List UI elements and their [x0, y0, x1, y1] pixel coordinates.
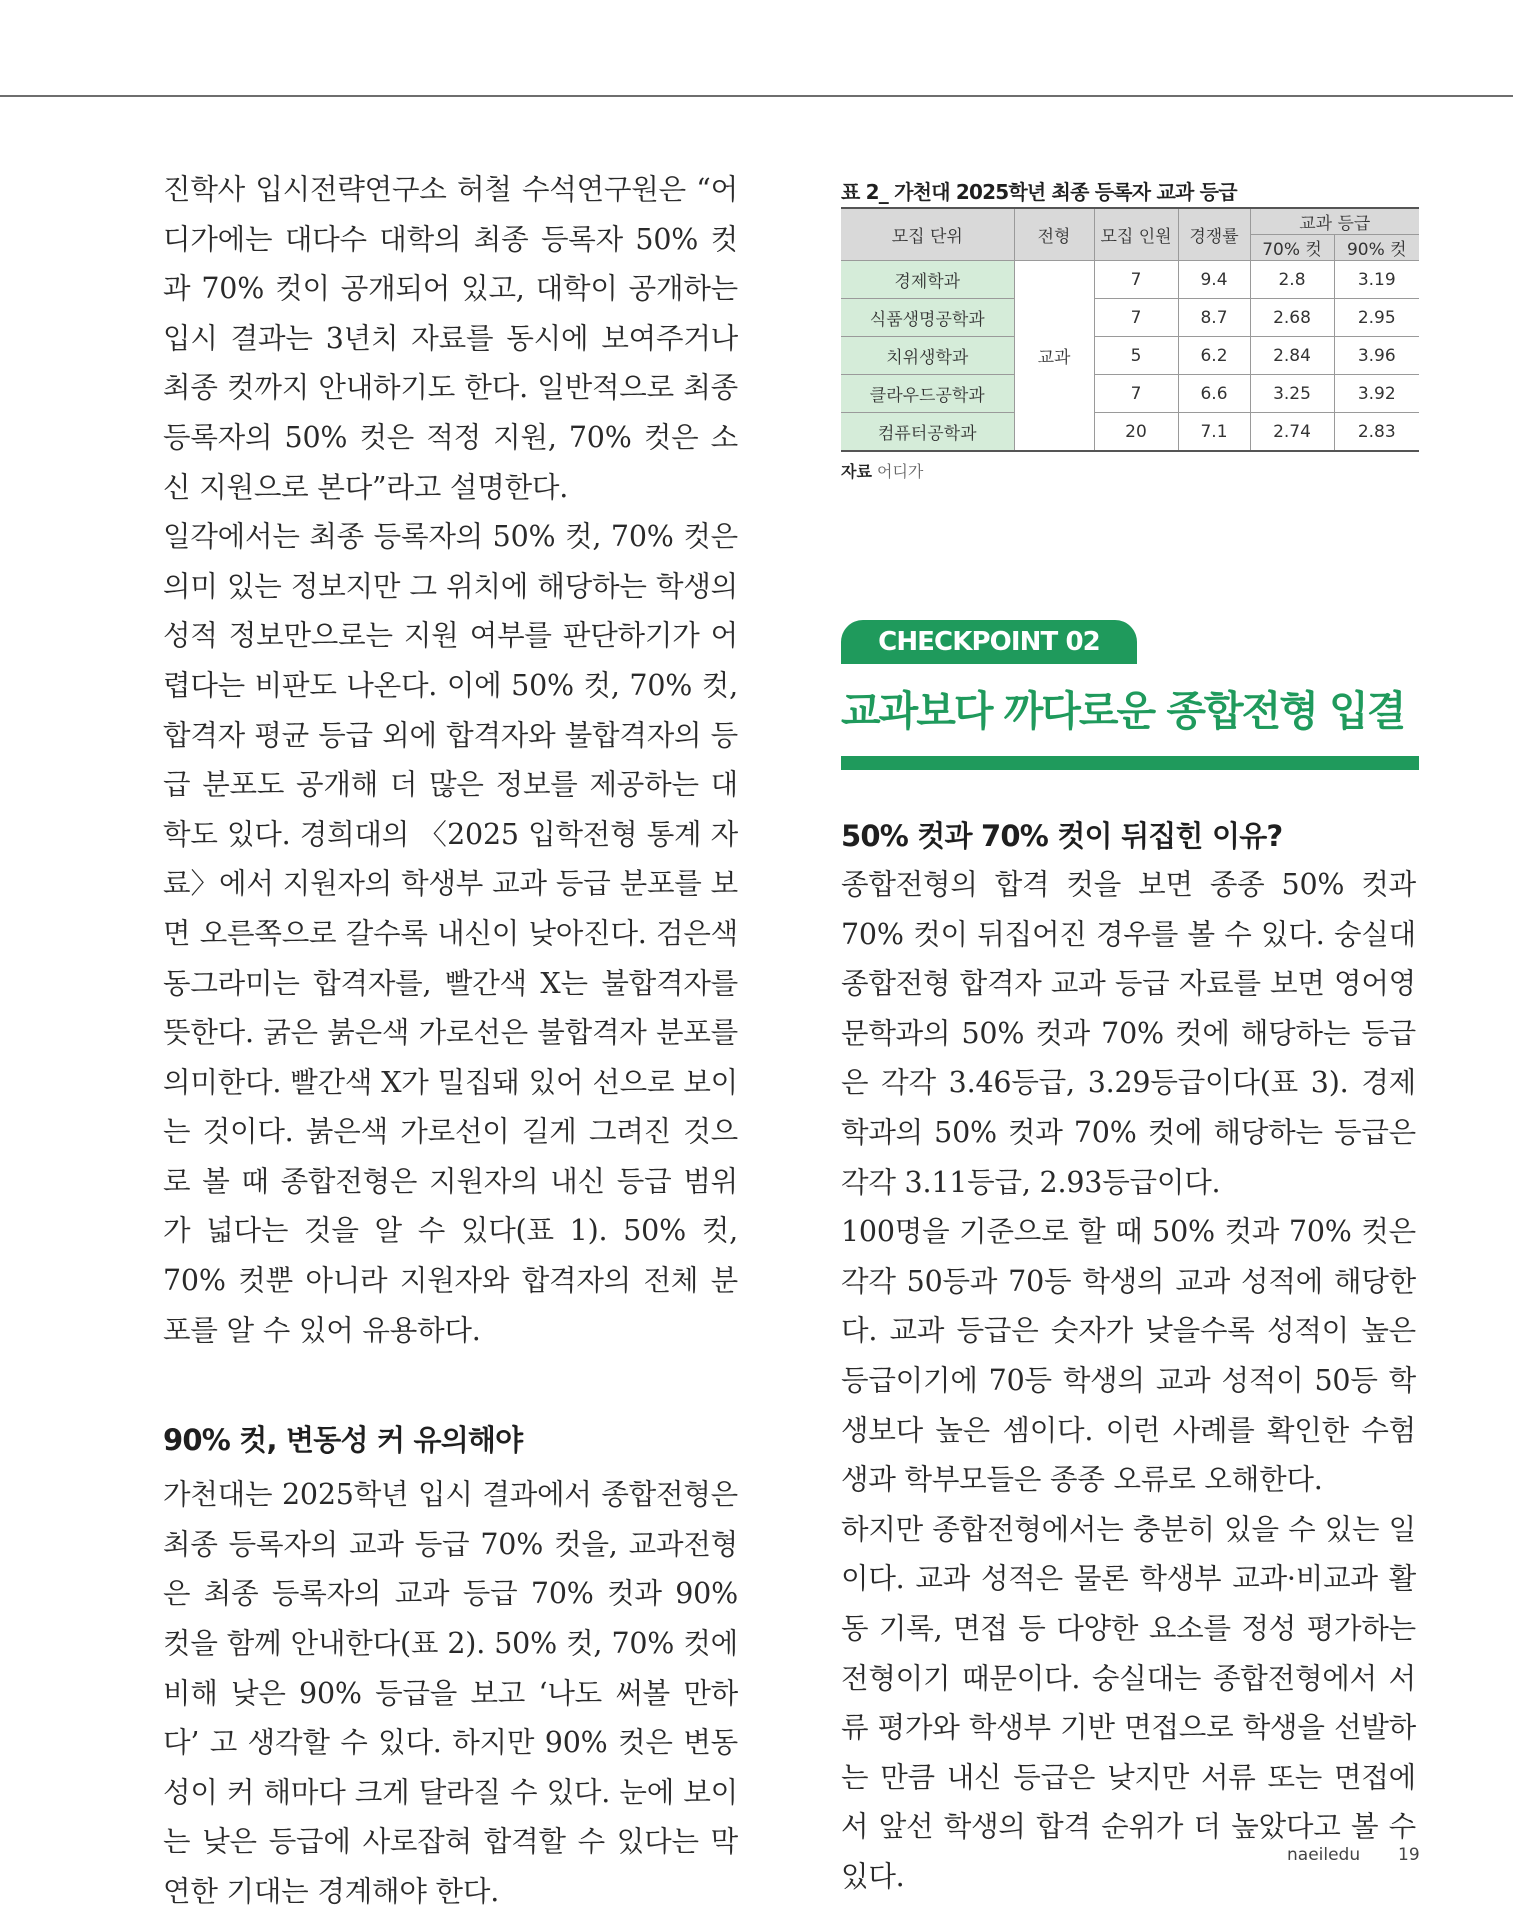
cell-rate: 9.4: [1178, 261, 1250, 299]
header-unit: 모집 단위: [841, 208, 1014, 261]
cell-unit: 컴퓨터공학과: [841, 413, 1014, 452]
table-row: [841, 337, 1419, 375]
cell-unit: 식품생명공학과: [841, 299, 1014, 337]
cell-cut90: 2.83: [1334, 413, 1419, 452]
cell-unit: 치위생학과: [841, 337, 1014, 375]
table-row: [841, 261, 1419, 299]
source-label: 자료: [841, 462, 872, 481]
page-number: 19: [1398, 1845, 1420, 1865]
left-subheading: 90% 컷, 변동성 커 유의해야: [163, 1423, 523, 1458]
footer-brand: naeiledu: [1287, 1845, 1361, 1865]
header-grade: 교과 등급: [1250, 208, 1419, 235]
right-paragraph-2: 100명을 기준으로 할 때 50% 컷과 70% 컷은 각각 50등과 70등 학생의 교과 성적에 해당한다. 교과 등급은 숫자가 낮을수록 성적이 높은 등급이기에 70등 학생의 교과 성적이 50등 학생보다 높은 셈이다. 이런 사례를 확인한 수험생과 학부모들은 종종 오류로 오해한다.: [841, 1215, 1416, 1497]
left-column: [163, 165, 738, 1917]
table-row: [841, 375, 1419, 413]
cell-unit: 클라우드공학과: [841, 375, 1014, 413]
cell-cut70: 2.84: [1250, 337, 1334, 375]
cell-cut70: 2.8: [1250, 261, 1334, 299]
cell-quota: 20: [1094, 413, 1178, 452]
header-cut90: 90% 컷: [1334, 235, 1419, 261]
table-row: [841, 299, 1419, 337]
cell-cut70: 2.74: [1250, 413, 1334, 452]
grades-table: [841, 207, 1419, 452]
cell-quota: 7: [1094, 261, 1178, 299]
cell-rate: 7.1: [1178, 413, 1250, 452]
header-rate: 경쟁률: [1178, 208, 1250, 261]
right-paragraph-3: 하지만 종합전형에서는 충분히 있을 수 있는 일이다. 교과 성적은 물론 학생부 교과·비교과 활동 기록, 면접 등 다양한 요소를 정성 평가하는 전형이기 때문이다. 숭실대는 종합전형에서 서류 평가와 학생부 기반 면접으로 학생을 선발하는 만큼 내신 등급은 낮지만 서류 또는 면접에서 앞선 학생의 합격 순위가 더 높았다고 볼 수 있다.: [841, 1512, 1416, 1893]
cell-cut90: 3.96: [1334, 337, 1419, 375]
cell-cut90: 2.95: [1334, 299, 1419, 337]
cell-quota: 7: [1094, 375, 1178, 413]
cell-quota: 7: [1094, 299, 1178, 337]
left-paragraph-1: 진학사 입시전략연구소 허철 수석연구원은 “어디가에는 대다수 대학의 최종 등록자 50% 컷과 70% 컷이 공개되어 있고, 대학이 공개하는 입시 결과는 3년치 자료를 동시에 보여주거나 최종 컷까지 안내하기도 한다. 일반적으로 최종 등록자의 50% 컷은 적정 지원, 70% 컷은 소신 지원으로 본다”라고 설명한다.: [163, 173, 738, 504]
table-row: [841, 413, 1419, 452]
section-title: 교과보다 까다로운 종합전형 입결: [841, 687, 1405, 735]
left-paragraph-2: 일각에서는 최종 등록자의 50% 컷, 70% 컷은 의미 있는 정보지만 그 위치에 해당하는 학생의 성적 정보만으로는 지원 여부를 판단하기가 어렵다는 비판도 나온다. 이에 50% 컷, 70% 컷, 합격자 평균 등급 외에 합격자와 불합격자의 등급 분포도 공개해 더 많은 정보를 제공하는 대학도 있다. 경희대의 〈2025 입학전형 통계 자료〉에서 지원자의 학생부 교과 등급 분포를 보면 오른쪽으로 갈수록 내신이 낮아진다. 검은색 동그라미는 합격자를, 빨간색 X는 불합격자를 뜻한다. 굵은 붉은색 가로선은 불합격자 분포를 의미한다. 빨간색 X가 밀집돼 있어 선으로 보이는 것이다. 붉은색 가로선이 길게 그려진 것으로 볼 때 종합전형은 지원자의 내신 등급 범위가 넓다는 것을 알 수 있다(표 1). 50% 컷, 70% 컷뿐 아니라 지원자와 합격자의 전체 분포를 알 수 있어 유용하다.: [163, 520, 738, 1347]
right-paragraph-1: 종합전형의 합격 컷을 보면 종종 50% 컷과 70% 컷이 뒤집어진 경우를 볼 수 있다. 숭실대 종합전형 합격자 교과 등급 자료를 보면 영어영문학과의 50% 컷과 70% 컷에 해당하는 등급은 각각 3.46등급, 3.29등급이다(표 3). 경제학과의 50% 컷과 70% 컷에 해당하는 등급은 각각 3.11등급, 2.93등급이다.: [841, 868, 1416, 1199]
left-paragraph-3: 가천대는 2025학년 입시 결과에서 종합전형은 최종 등록자의 교과 등급 70% 컷을, 교과전형은 최종 등록자의 교과 등급 70% 컷과 90% 컷을 함께 안내한다(표 2). 50% 컷, 70% 컷에 비해 낮은 90% 등급을 보고 ‘나도 써볼 만하다’ 고 생각할 수 있다. 하지만 90% 컷은 변동성이 커 해마다 크게 달라질 수 있다. 눈에 보이는 낮은 등급에 사로잡혀 합격할 수 있다는 막연한 기대는 경계해야 한다.: [163, 1478, 739, 1908]
source-value: 어디가: [877, 462, 924, 481]
cell-rate: 6.6: [1178, 375, 1250, 413]
cell-type: 교과: [1014, 261, 1094, 452]
cell-rate: 8.7: [1178, 299, 1250, 337]
cell-quota: 5: [1094, 337, 1178, 375]
right-column: [841, 860, 1416, 1901]
cell-cut90: 3.92: [1334, 375, 1419, 413]
top-rule: [0, 95, 1513, 97]
table-title: 표 2_ 가천대 2025학년 최종 등록자 교과 등급: [841, 180, 1237, 204]
cell-rate: 6.2: [1178, 337, 1250, 375]
cell-unit: 경제학과: [841, 261, 1014, 299]
section-title-underline: [841, 756, 1419, 770]
header-quota: 모집 인원: [1094, 208, 1178, 261]
cell-cut70: 2.68: [1250, 299, 1334, 337]
right-subheading: 50% 컷과 70% 컷이 뒤집힌 이유?: [841, 819, 1283, 853]
cell-cut90: 3.19: [1334, 261, 1419, 299]
checkpoint-badge: CHECKPOINT 02: [841, 620, 1137, 664]
header-type: 전형: [1014, 208, 1094, 261]
header-cut70: 70% 컷: [1250, 235, 1334, 261]
cell-cut70: 3.25: [1250, 375, 1334, 413]
table-source: [841, 459, 923, 482]
